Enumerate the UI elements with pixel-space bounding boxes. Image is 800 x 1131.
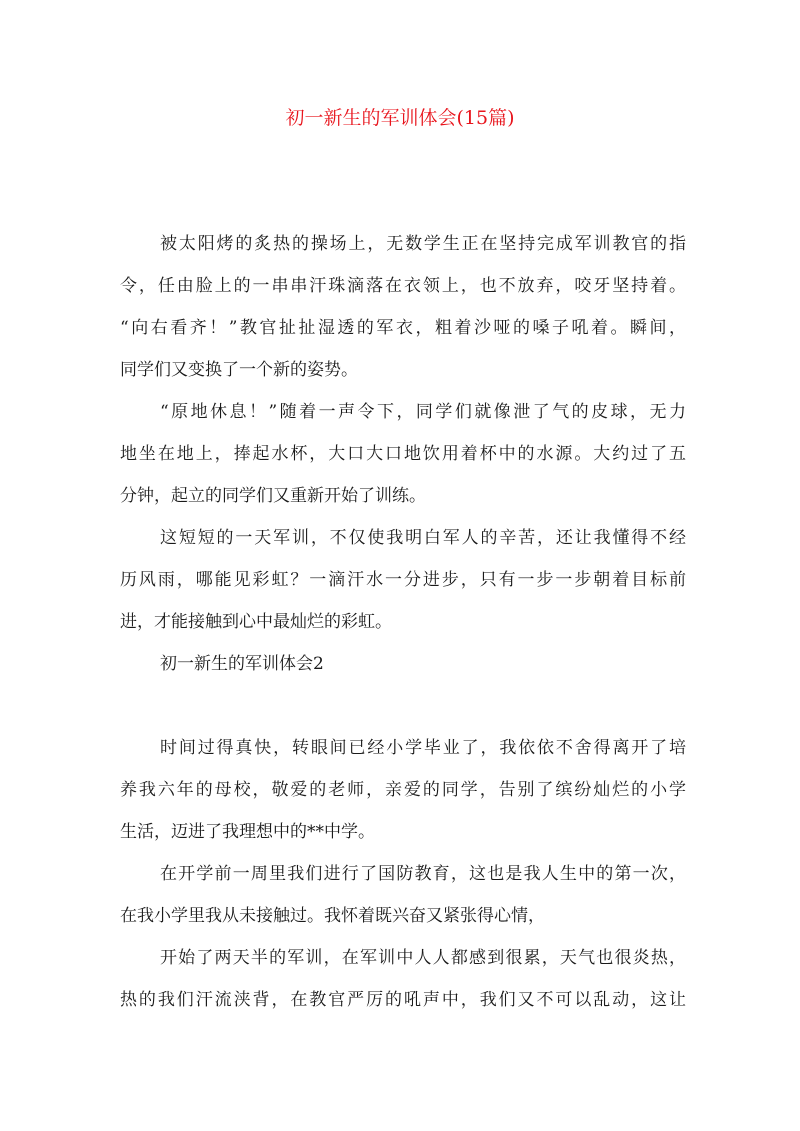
- paragraph-line: 令，任由脸上的一串串汗珠滴落在衣领上，也不放弃，咬牙坚持着。: [120, 276, 686, 296]
- paragraph-line: 同学们又变换了一个新的姿势。: [120, 360, 358, 380]
- paragraph-line: 分钟，起立的同学们又重新开始了训练。: [120, 486, 426, 506]
- paragraph-line: 在我小学里我从未接触过。我怀着既兴奋又紧张得心情，: [120, 906, 545, 926]
- paragraph-line: 养我六年的母校，敬爱的老师，亲爱的同学，告别了缤纷灿烂的小学: [120, 780, 686, 800]
- section-heading: 初一新生的军训体会2: [160, 654, 324, 674]
- paragraph-line: “向右看齐！”教官扯扯湿透的军衣，粗着沙哑的嗓子吼着。瞬间，: [120, 318, 686, 338]
- paragraph-line: 进，才能接触到心中最灿烂的彩虹。: [120, 612, 392, 632]
- paragraph-line: 开始了两天半的军训，在军训中人人都感到很累，天气也很炎热，: [160, 948, 686, 968]
- paragraph-line: “原地休息！”随着一声令下，同学们就像泄了气的皮球，无力: [160, 402, 686, 422]
- paragraph-line: 在开学前一周里我们进行了国防教育，这也是我人生中的第一次，: [160, 864, 686, 884]
- paragraph-line: 热的我们汗流浃背，在教官严厉的吼声中，我们又不可以乱动，这让: [120, 990, 686, 1010]
- paragraph-line: 历风雨，哪能见彩虹？一滴汗水一分进步，只有一步一步朝着目标前: [120, 570, 686, 590]
- paragraph-line: 被太阳烤的炙热的操场上，无数学生正在坚持完成军训教官的指: [160, 234, 686, 254]
- paragraph-line: 地坐在地上，捧起水杯，大口大口地饮用着杯中的水源。大约过了五: [120, 444, 686, 464]
- document-title: 初一新生的军训体会(15篇): [285, 107, 515, 129]
- paragraph-line: 这短短的一天军训，不仅使我明白军人的辛苦，还让我懂得不经: [160, 528, 686, 548]
- paragraph-line: 时间过得真快，转眼间已经小学毕业了，我依依不舍得离开了培: [160, 738, 686, 758]
- paragraph-line: 生活，迈进了我理想中的**中学。: [120, 822, 375, 842]
